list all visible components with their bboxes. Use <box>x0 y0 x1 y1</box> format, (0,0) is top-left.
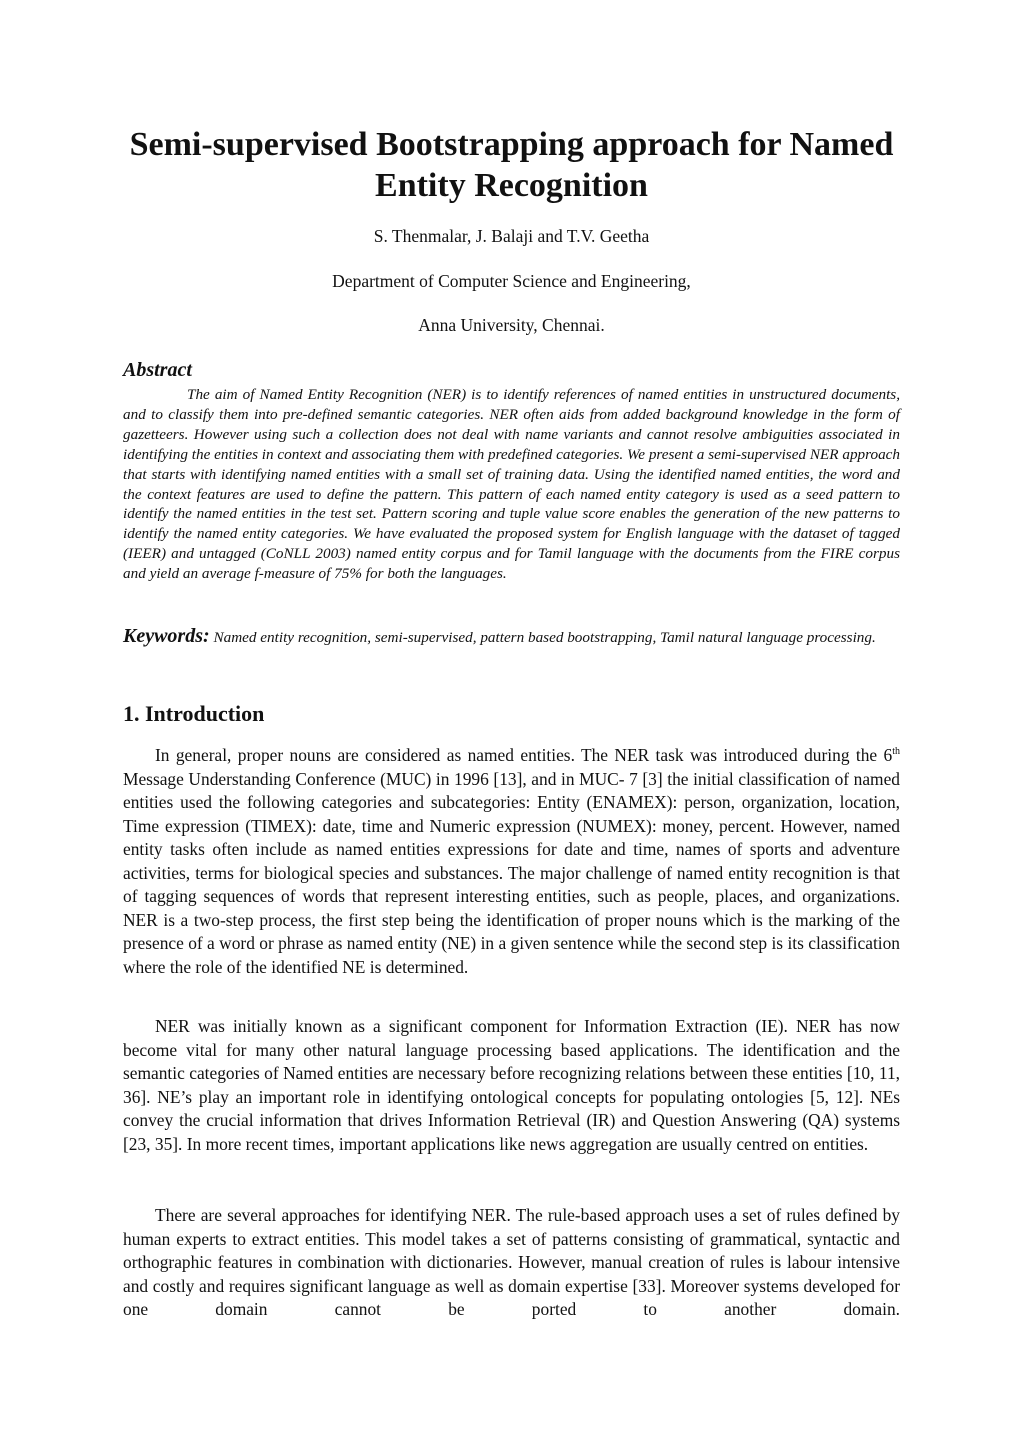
authors: S. Thenmalar, J. Balaji and T.V. Geetha <box>373 226 650 246</box>
keywords-text: Named entity recognition, semi-supervised, pattern based bootstrapping, Tamil natural language processing. <box>209 629 876 646</box>
department: Department of Computer Science and Engineering, <box>332 271 691 291</box>
keywords <box>123 626 900 648</box>
keywords-label: Keywords: <box>123 625 210 647</box>
p1-superscript: th <box>892 746 900 758</box>
abstract-heading: Abstract <box>123 359 192 381</box>
paper-title: Semi-supervised Bootstrapping approach for Named Entity Recognition <box>129 126 894 204</box>
p1-before: In general, proper nouns are considered as named entities. The NER task was introduced during the 6 <box>155 745 893 765</box>
intro-paragraph-3: There are several approaches for identifying NER. The rule-based approach uses a set of rules defined by human experts to extract entities. This model takes a set of patterns consisting of grammatical, syntactic and orthographic features in combination with dictionaries. However, manual creation of rules is labour intensive and costly and requires significant language as well as domain expertise [33]. Moreover systems developed for one domain cannot be ported to another domain. <box>123 1205 900 1319</box>
university: Anna University, Chennai. <box>418 315 605 335</box>
p1-after: Message Understanding Conference (MUC) in 1996 [13], and in MUC- 7 [3] the initial classification of named entities used the following categories and subcategories: Entity (ENAMEX): person, organization, location, Time expression (TIMEX): date, time and Numeric expression (NUMEX): money, percent. However, named entity tasks often include as named entities expressions for date and time, names of sports and adventure activities, terms for biological species and substances. The major challenge of named entity recognition is that of tagging sequences of words that represent interesting entities, such as people, places, and organizations. NER is a two-step process, the first step being the identification of proper nouns which is the marking of the presence of a word or phrase as named entity (NE) in a given sentence while the second step is its classification where the role of the identified NE is determined. <box>123 768 900 977</box>
section-heading-introduction: 1. Introduction <box>123 701 265 726</box>
intro-paragraph-1 <box>123 744 900 979</box>
intro-paragraph-2: NER was initially known as a significant component for Information Extraction (IE). NER has now become vital for many other natural language processing based applications. The identification and the semantic categories of Named entities are necessary before recognizing relations between these entities [10, 11, 36]. NE’s play an important role in identifying ontological concepts for populating ontologies [5, 12]. NEs convey the crucial information that drives Information Retrieval (IR) and Question Answering (QA) systems [23, 35]. In more recent times, important applications like news aggregation are usually centred on entities. <box>123 1016 900 1154</box>
abstract-text: The aim of Named Entity Recognition (NER) is to identify references of named entities in unstructured documents, and to classify them into pre-defined semantic categories. NER often aids from added background knowledge in the form of gazetteers. However using such a collection does not deal with name variants and cannot resolve ambiguities associated in identifying the entities in context and associating them with predefined categories. We present a semi-supervised NER approach that starts with identifying named entities with a small set of training data. Using the identified named entities, the word and the context features are used to define the pattern. This pattern of each named entity category is used as a seed pattern to identify the named entities in the test set. Pattern scoring and tuple value score enables the generation of the new patterns to identify the named entity categories. We have evaluated the proposed system for English language with the dataset of tagged (IEER) and untagged (CoNLL 2003) named entity corpus and for Tamil language with the documents from the FIRE corpus and yield an average f-measure of 75% for both the languages. <box>123 386 900 583</box>
